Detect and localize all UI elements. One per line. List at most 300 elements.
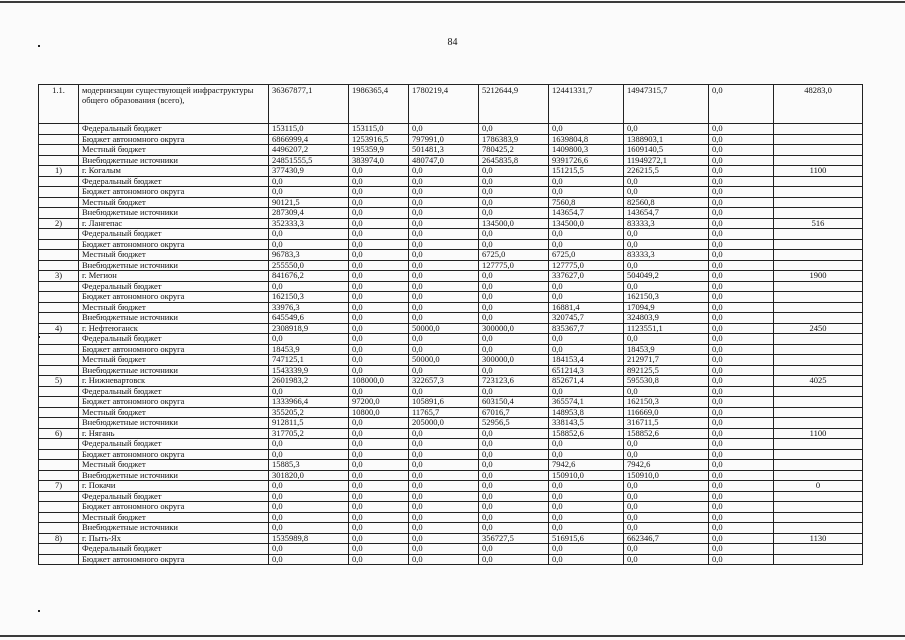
table-row [39,281,863,292]
value-cell: 0,0 [624,187,709,198]
table-row [39,418,863,429]
value-cell: 0,0 [479,292,549,303]
value-cell: 0,0 [349,166,409,177]
value-cell: 0,0 [709,145,774,156]
value-cell: 150910,0 [549,470,624,481]
value-cell: 322657,3 [409,376,479,387]
value-cell: 0,0 [549,176,624,187]
value-cell: 0,0 [409,502,479,513]
value-cell: 0,0 [549,491,624,502]
row-label-cell: Федеральный бюджет [79,334,269,345]
value-cell: 96783,3 [269,250,349,261]
value-cell: 5212644,9 [479,85,549,124]
capacity-cell [774,197,863,208]
row-number-cell [39,260,79,271]
row-number-cell [39,439,79,450]
value-cell: 1409800,3 [549,145,624,156]
capacity-cell [774,397,863,408]
capacity-cell [774,365,863,376]
table-row [39,502,863,513]
row-label-cell: г. Покачи [79,481,269,492]
row-number-cell [39,197,79,208]
capacity-cell [774,502,863,513]
row-label-cell: Федеральный бюджет [79,439,269,450]
value-cell: 0,0 [709,544,774,555]
value-cell: 0,0 [479,460,549,471]
value-cell: 7942,6 [624,460,709,471]
value-cell: 83333,3 [624,218,709,229]
row-label-cell: Местный бюджет [79,407,269,418]
value-cell: 0,0 [479,344,549,355]
value-cell: 0,0 [709,208,774,219]
value-cell: 153115,0 [349,124,409,135]
capacity-cell [774,124,863,135]
value-cell: 300000,0 [479,323,549,334]
capacity-cell [774,407,863,418]
capacity-cell [774,418,863,429]
value-cell: 212971,7 [624,355,709,366]
capacity-cell [774,554,863,565]
value-cell: 0,0 [409,365,479,376]
value-cell: 6725,0 [549,250,624,261]
row-label-cell: модернизации существующей инфраструктуры общего образования (всего), [79,85,269,124]
value-cell: 0,0 [349,449,409,460]
value-cell: 0,0 [479,428,549,439]
value-cell: 300000,0 [479,355,549,366]
value-cell: 0,0 [479,124,549,135]
value-cell: 1609140,5 [624,145,709,156]
table-row [39,544,863,555]
value-cell: 0,0 [409,239,479,250]
value-cell: 0,0 [269,176,349,187]
value-cell: 52956,5 [479,418,549,429]
row-number-cell [39,397,79,408]
row-label-cell: Местный бюджет [79,197,269,208]
value-cell: 0,0 [349,502,409,513]
value-cell: 150910,0 [624,470,709,481]
value-cell: 0,0 [409,491,479,502]
value-cell: 1535989,8 [269,533,349,544]
row-number-cell: 8) [39,533,79,544]
row-number-cell: 1.1. [39,85,79,124]
value-cell: 0,0 [709,523,774,534]
value-cell: 0,0 [549,481,624,492]
value-cell: 0,0 [349,544,409,555]
value-cell: 504049,2 [624,271,709,282]
value-cell: 33976,3 [269,302,349,313]
value-cell: 0,0 [409,344,479,355]
value-cell: 377430,9 [269,166,349,177]
row-number-cell: 6) [39,428,79,439]
table-row [39,481,863,492]
value-cell: 0,0 [624,281,709,292]
value-cell: 0,0 [409,281,479,292]
capacity-cell [774,334,863,345]
table-row [39,449,863,460]
value-cell: 0,0 [709,502,774,513]
value-cell: 7942,6 [549,460,624,471]
value-cell: 18453,9 [269,344,349,355]
value-cell: 0,0 [409,449,479,460]
row-number-cell [39,229,79,240]
table-row [39,271,863,282]
value-cell: 797991,0 [409,134,479,145]
row-number-cell: 2) [39,218,79,229]
value-cell: 1639804,8 [549,134,624,145]
value-cell: 0,0 [409,197,479,208]
value-cell: 0,0 [709,302,774,313]
value-cell: 0,0 [349,229,409,240]
row-label-cell: Местный бюджет [79,145,269,156]
capacity-cell [774,145,863,156]
value-cell: 9391726,6 [549,155,624,166]
value-cell: 255550,0 [269,260,349,271]
row-number-cell [39,365,79,376]
capacity-cell [774,344,863,355]
capacity-cell [774,491,863,502]
value-cell: 0,0 [709,218,774,229]
table-row [39,134,863,145]
row-label-cell: Внебюджетные источники [79,260,269,271]
value-cell: 36367877,1 [269,85,349,124]
value-cell: 0,0 [624,439,709,450]
value-cell: 0,0 [624,229,709,240]
value-cell: 0,0 [269,512,349,523]
value-cell: 97200,0 [349,397,409,408]
value-cell: 195359,9 [349,145,409,156]
value-cell: 0,0 [549,124,624,135]
value-cell: 780425,2 [479,145,549,156]
value-cell: 301820,0 [269,470,349,481]
capacity-cell [774,134,863,145]
row-number-cell [39,313,79,324]
value-cell: 0,0 [709,533,774,544]
capacity-cell [774,544,863,555]
value-cell: 0,0 [549,344,624,355]
row-number-cell [39,407,79,418]
value-cell: 0,0 [479,365,549,376]
row-number-cell [39,355,79,366]
value-cell: 0,0 [709,491,774,502]
table-row [39,260,863,271]
row-number-cell [39,134,79,145]
table-row [39,386,863,397]
value-cell: 116669,0 [624,407,709,418]
table-row [39,302,863,313]
row-number-cell [39,470,79,481]
value-cell: 0,0 [349,365,409,376]
capacity-cell [774,386,863,397]
row-number-cell: 1) [39,166,79,177]
value-cell: 651214,3 [549,365,624,376]
value-cell: 0,0 [624,124,709,135]
value-cell: 516915,6 [549,533,624,544]
value-cell: 1253916,5 [349,134,409,145]
value-cell: 83333,3 [624,250,709,261]
value-cell: 127775,0 [549,260,624,271]
value-cell: 841676,2 [269,271,349,282]
value-cell: 0,0 [349,208,409,219]
row-label-cell: Внебюджетные источники [79,155,269,166]
row-label-cell: Внебюджетные источники [79,523,269,534]
value-cell: 0,0 [709,281,774,292]
table-row [39,397,863,408]
value-cell: 0,0 [549,386,624,397]
value-cell: 338143,5 [549,418,624,429]
value-cell: 0,0 [624,554,709,565]
value-cell: 1986365,4 [349,85,409,124]
value-cell: 1780219,4 [409,85,479,124]
value-cell: 0,0 [709,155,774,166]
bottom-scan-border [0,635,905,637]
row-number-cell [39,250,79,261]
value-cell: 226215,5 [624,166,709,177]
value-cell: 0,0 [269,481,349,492]
capacity-cell: 1130 [774,533,863,544]
value-cell: 162150,3 [624,292,709,303]
value-cell: 0,0 [709,344,774,355]
value-cell: 2601983,2 [269,376,349,387]
row-label-cell: Бюджет автономного округа [79,344,269,355]
value-cell: 0,0 [479,302,549,313]
value-cell: 158852,6 [549,428,624,439]
row-label-cell: Бюджет автономного округа [79,134,269,145]
value-cell: 0,0 [349,386,409,397]
value-cell: 0,0 [349,491,409,502]
value-cell: 0,0 [709,407,774,418]
value-cell: 0,0 [709,239,774,250]
row-number-cell [39,145,79,156]
value-cell: 0,0 [624,176,709,187]
capacity-cell: 1100 [774,428,863,439]
value-cell: 0,0 [349,271,409,282]
value-cell: 0,0 [349,460,409,471]
capacity-cell [774,460,863,471]
capacity-cell [774,176,863,187]
table-row [39,460,863,471]
value-cell: 0,0 [479,281,549,292]
value-cell: 0,0 [549,449,624,460]
table-row [39,197,863,208]
value-cell: 0,0 [409,554,479,565]
value-cell: 0,0 [709,376,774,387]
value-cell: 0,0 [269,334,349,345]
table-row [39,176,863,187]
capacity-cell [774,439,863,450]
value-cell: 0,0 [479,229,549,240]
value-cell: 0,0 [709,197,774,208]
row-label-cell: Федеральный бюджет [79,124,269,135]
value-cell: 0,0 [549,281,624,292]
value-cell: 0,0 [409,544,479,555]
value-cell: 0,0 [709,355,774,366]
row-number-cell [39,239,79,250]
capacity-cell [774,281,863,292]
value-cell: 0,0 [409,470,479,481]
row-label-cell: г. Лангепас [79,218,269,229]
value-cell: 0,0 [709,313,774,324]
value-cell: 0,0 [269,386,349,397]
value-cell: 184153,4 [549,355,624,366]
value-cell: 0,0 [479,239,549,250]
capacity-cell [774,229,863,240]
value-cell: 0,0 [349,323,409,334]
capacity-cell [774,302,863,313]
row-label-cell: Внебюджетные источники [79,313,269,324]
capacity-cell: 2450 [774,323,863,334]
value-cell: 153115,0 [269,124,349,135]
row-label-cell: Внебюджетные источники [79,470,269,481]
value-cell: 0,0 [549,439,624,450]
capacity-cell [774,313,863,324]
value-cell: 0,0 [349,313,409,324]
value-cell: 317705,2 [269,428,349,439]
value-cell: 0,0 [479,187,549,198]
value-cell: 0,0 [409,260,479,271]
value-cell: 148953,8 [549,407,624,418]
value-cell: 852671,4 [549,376,624,387]
table-row [39,218,863,229]
value-cell: 0,0 [269,491,349,502]
value-cell: 0,0 [624,481,709,492]
value-cell: 0,0 [269,544,349,555]
value-cell: 662346,7 [624,533,709,544]
value-cell: 0,0 [409,302,479,313]
table-row [39,229,863,240]
value-cell: 143654,7 [549,208,624,219]
value-cell: 0,0 [269,523,349,534]
table-row [39,344,863,355]
value-cell: 0,0 [709,271,774,282]
value-cell: 0,0 [349,523,409,534]
value-cell: 0,0 [479,502,549,513]
value-cell: 0,0 [269,229,349,240]
table-row [39,376,863,387]
page-number: 84 [447,37,458,48]
value-cell: 0,0 [709,449,774,460]
value-cell: 11949272,1 [624,155,709,166]
row-label-cell: Федеральный бюджет [79,386,269,397]
row-label-cell: Внебюджетные источники [79,208,269,219]
value-cell: 6725,0 [479,250,549,261]
table-row [39,187,863,198]
value-cell: 892125,5 [624,365,709,376]
value-cell: 0,0 [349,281,409,292]
value-cell: 0,0 [409,481,479,492]
value-cell: 0,0 [479,449,549,460]
value-cell: 0,0 [624,239,709,250]
value-cell: 0,0 [479,208,549,219]
value-cell: 0,0 [479,176,549,187]
row-number-cell [39,523,79,534]
row-number-cell [39,449,79,460]
value-cell: 108000,0 [349,376,409,387]
table-row [39,533,863,544]
value-cell: 50000,0 [409,355,479,366]
row-label-cell: Бюджет автономного округа [79,292,269,303]
value-cell: 0,0 [269,239,349,250]
row-label-cell: г. Пыть-Ях [79,533,269,544]
value-cell: 0,0 [349,260,409,271]
value-cell: 0,0 [269,439,349,450]
value-cell: 835367,7 [549,323,624,334]
row-number-cell [39,302,79,313]
table-row [39,365,863,376]
value-cell: 0,0 [409,229,479,240]
table-row [39,292,863,303]
value-cell: 105891,6 [409,397,479,408]
value-cell: 1786383,9 [479,134,549,145]
value-cell: 0,0 [409,271,479,282]
value-cell: 0,0 [409,533,479,544]
value-cell: 0,0 [624,523,709,534]
value-cell: 0,0 [349,481,409,492]
value-cell: 1388903,1 [624,134,709,145]
capacity-cell: 1100 [774,166,863,177]
row-label-cell: Бюджет автономного округа [79,187,269,198]
row-number-cell [39,124,79,135]
row-label-cell: Внебюджетные источники [79,365,269,376]
value-cell: 0,0 [349,428,409,439]
value-cell: 1543339,9 [269,365,349,376]
value-cell: 0,0 [709,512,774,523]
value-cell: 337627,0 [549,271,624,282]
value-cell: 0,0 [549,523,624,534]
value-cell: 356727,5 [479,533,549,544]
row-number-cell [39,491,79,502]
value-cell: 603150,4 [479,397,549,408]
table-row [39,145,863,156]
value-cell: 0,0 [479,512,549,523]
value-cell: 0,0 [349,292,409,303]
row-label-cell: Местный бюджет [79,355,269,366]
table-row [39,323,863,334]
value-cell: 0,0 [479,313,549,324]
value-cell: 287309,4 [269,208,349,219]
row-label-cell: г. Нефтеюганск [79,323,269,334]
capacity-cell [774,449,863,460]
capacity-cell [774,155,863,166]
scan-speck [38,610,40,612]
table-row [39,166,863,177]
capacity-cell: 48283,0 [774,85,863,124]
capacity-cell [774,523,863,534]
value-cell: 0,0 [709,334,774,345]
capacity-cell: 1900 [774,271,863,282]
row-label-cell: г. Когалым [79,166,269,177]
value-cell: 0,0 [479,166,549,177]
value-cell: 0,0 [409,250,479,261]
row-label-cell: Федеральный бюджет [79,491,269,502]
value-cell: 0,0 [349,355,409,366]
value-cell: 0,0 [709,229,774,240]
value-cell: 12441331,7 [549,85,624,124]
value-cell: 0,0 [709,470,774,481]
value-cell: 0,0 [409,292,479,303]
value-cell: 205000,0 [409,418,479,429]
value-cell: 0,0 [709,397,774,408]
table-row [39,512,863,523]
value-cell: 134500,0 [549,218,624,229]
value-cell: 0,0 [409,428,479,439]
value-cell: 0,0 [709,250,774,261]
value-cell: 0,0 [269,502,349,513]
value-cell: 0,0 [409,187,479,198]
row-label-cell: Местный бюджет [79,250,269,261]
table-row [39,155,863,166]
value-cell: 2308918,9 [269,323,349,334]
value-cell: 355205,2 [269,407,349,418]
